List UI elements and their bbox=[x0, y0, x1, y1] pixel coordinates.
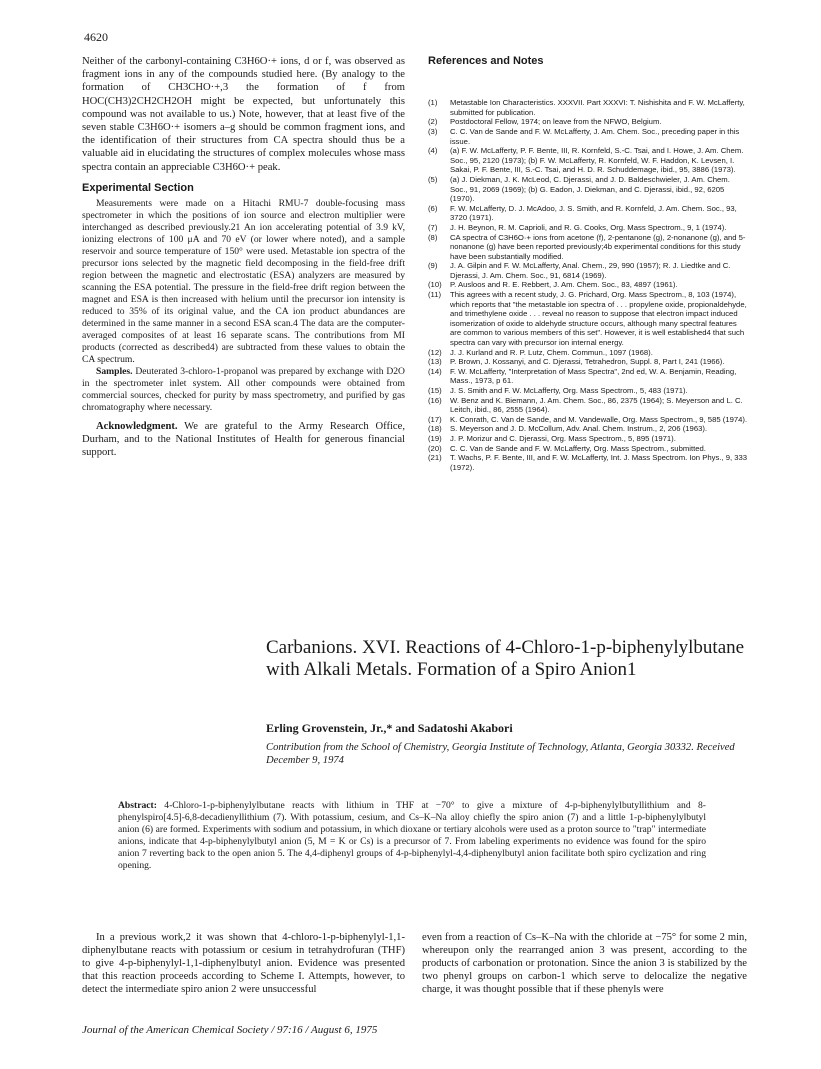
reference-item bbox=[428, 98, 748, 117]
reference-number: (6) bbox=[428, 203, 438, 213]
reference-number: (17) bbox=[428, 414, 442, 424]
reference-number: (16) bbox=[428, 395, 442, 405]
reference-number: (20) bbox=[428, 443, 442, 453]
reference-text: (a) F. W. McLafferty, P. F. Bente, III, R. Kornfeld, S.-C. Tsai, and I. Howe, J. Am. Chem. Soc., 95, 2120 (1973); (b) F. W. McLafferty, R. Kornfeld, W. F. Haddon, K. Levsen, I. Sakai, P. F. Bente, III, S.-C. Tsai, and H. D. R. Schuddemage, ibid., 95, 3886 (1973). bbox=[450, 146, 744, 175]
reference-number: (9) bbox=[428, 261, 438, 271]
reference-text: C. C. Van de Sande and F. W. McLafferty, Org. Mass Spectrom., submitted. bbox=[450, 443, 706, 453]
reference-text: CA spectra of C3H6O·+ ions from acetone (f), 2-pentanone (g), 2-nonanone (g), and 5-nonanone (g) have been reported previously;4b experimental conditions for this study have been substantially modified. bbox=[450, 232, 746, 261]
intro-paragraph: Neither of the carbonyl-containing C3H6O·+ ions, d or f, was observed as fragment ions in any of the compounds studied here. (By analogy to the formation of CH3CHO·+,3 the formation of f from HOC(CH3)2CH2CH2OH might be expected, but unfortunately this compound was not available to us.) Note, however, that at least five of the seven stable C3H6O·+ isomers a–g should be common fragment ions, and the identification of their structures from CA spectra should thus be a valuable aid in elucidating the structures of complex molecules whose mass spectra contain an appreciable C3H6O·+ peak. bbox=[82, 56, 405, 173]
reference-number: (10) bbox=[428, 280, 442, 290]
samples-paragraph bbox=[82, 366, 405, 414]
reference-item bbox=[428, 444, 748, 454]
article-authors: Erling Grovenstein, Jr.,* and Sadatoshi Akabori bbox=[266, 721, 513, 735]
reference-item bbox=[428, 233, 748, 262]
reference-item bbox=[428, 127, 748, 146]
reference-item bbox=[428, 357, 748, 367]
reference-item bbox=[428, 386, 748, 396]
reference-number: (14) bbox=[428, 366, 442, 376]
samples-label: Samples. bbox=[96, 366, 133, 378]
page-number: 4620 bbox=[84, 30, 108, 44]
reference-number: (15) bbox=[428, 386, 442, 396]
reference-number: (13) bbox=[428, 357, 442, 367]
reference-item bbox=[428, 261, 748, 280]
reference-number: (19) bbox=[428, 433, 442, 443]
reference-item bbox=[428, 175, 748, 204]
reference-number: (4) bbox=[428, 146, 438, 156]
reference-text: T. Wachs, P. F. Bente, III, and F. W. McLafferty, Int. J. Mass Spectrom. Ion Phys., 9, 333 (1972). bbox=[450, 453, 748, 472]
references-column bbox=[428, 55, 748, 472]
reference-text: K. Conrath, C. Van de Sande, and M. Vandewalle, Org. Mass Spectrom., 9, 585 (1974). bbox=[450, 414, 748, 424]
reference-text: F. W. McLafferty, D. J. McAdoo, J. S. Smith, and R. Kornfeld, J. Am. Chem. Soc., 93, 3720 (1971). bbox=[450, 203, 737, 223]
ack-label: Acknowledgment. bbox=[96, 421, 178, 433]
reference-text: Postdoctoral Fellow, 1974; on leave from the NFWO, Belgium. bbox=[450, 117, 662, 127]
body-left-paragraph: In a previous work,2 it was shown that 4-chloro-1-p-biphenylyl-1,1-diphenylbutane reacts with potassium or cesium in tetrahydrofuran (THF) to give 4-p-biphenylyl-1,1-diphenylbutyl anion. Evidence was presented that this reaction proceeds according to Scheme I. Attempts, however, to detect the intermediate spiro anion 2 were unsuccessful bbox=[82, 931, 405, 996]
ack-text: We are grateful to the Army Research Office, Durham, and to the National Institutes of Health for generous financial support. bbox=[82, 421, 405, 459]
abstract bbox=[118, 800, 706, 872]
left-column bbox=[82, 55, 405, 460]
article-affiliation: Contribution from the School of Chemistry, Georgia Institute of Technology, Atlanta, Georgia 30332. Received December 9, 1974 bbox=[266, 742, 735, 766]
reference-text: W. Benz and K. Biemann, J. Am. Chem. Soc., 86, 2375 (1964); S. Meyerson and L. C. Leitch, ibid., 86, 2555 (1964). bbox=[450, 395, 743, 415]
reference-item bbox=[428, 434, 748, 444]
reference-list bbox=[428, 98, 748, 472]
reference-number: (5) bbox=[428, 174, 438, 184]
reference-number: (21) bbox=[428, 453, 442, 463]
reference-item bbox=[428, 453, 748, 472]
reference-item bbox=[428, 415, 748, 425]
reference-number: (8) bbox=[428, 232, 438, 242]
acknowledgment-paragraph bbox=[82, 420, 405, 460]
reference-item bbox=[428, 424, 748, 434]
reference-item bbox=[428, 223, 748, 233]
experimental-heading: Experimental Section bbox=[82, 181, 194, 194]
reference-text: C. C. Van de Sande and F. W. McLafferty, J. Am. Chem. Soc., preceding paper in this issue. bbox=[450, 126, 740, 146]
reference-number: (12) bbox=[428, 347, 442, 357]
article-title: Carbanions. XVI. Reactions of 4-Chloro-1-p-biphenylylbutane with Alkali Metals. Formation of a Spiro Anion1 bbox=[266, 637, 745, 680]
reference-number: (2) bbox=[428, 117, 438, 127]
reference-item bbox=[428, 117, 748, 127]
reference-item bbox=[428, 348, 748, 358]
reference-number: (7) bbox=[428, 222, 438, 232]
body-right-column bbox=[422, 920, 747, 1007]
reference-text: J. J. Kurland and R. P. Lutz, Chem. Commun., 1097 (1968). bbox=[450, 347, 653, 357]
reference-number: (11) bbox=[428, 290, 442, 300]
reference-text: J. A. Gilpin and F. W. McLafferty, Anal. Chem., 29, 990 (1957); R. J. Liedtke and C. Djerassi, J. Am. Chem. Soc., 91, 6814 (1969). bbox=[450, 261, 731, 280]
abstract-text: 4-Chloro-1-p-biphenylylbutane reacts with lithium in THF at −70° to give a mixture of 4-p-biphenylylbutyllithium and 8-phenylspiro[4.5]-6,8-decadienyllithium (7). With potassium, cesium, and Cs–K–Na alloy chiefly the spiro anion (7) and a little 1-p-biphenylylbutyl anion (6) are formed. Experiments with sodium and potassium, in which dioxane or tertiary alcohols were used as a proton source to "trap" intermediate anions, indicate that 4-p-biphenylylbutyl anion (5, M = K or Cs) is a precursor of 7. From labeling experiments no evidence was found for the spiro anion 7 reverting back to the open anion 5. The 4,4-diphenyl groups of 4-p-biphenylyl-4,4-diphenylbutyl anion facilitate both spiro cyclization and ring opening. bbox=[118, 800, 706, 871]
body-left-column bbox=[82, 920, 405, 1007]
reference-text: (a) J. Diekman, J. K. McLeod, C. Djerassi, and J. D. Baldeschwieler, J. Am. Chem. Soc., 91, 2069 (1969); (b) G. Eadon, J. Diekman, and C. Djerassi, ibid., 92, 6205 (1970). bbox=[450, 174, 730, 204]
experimental-paragraph: Measurements were made on a Hitachi RMU-7 double-focusing mass spectrometer in which the positions of ion source and electron multiplier were interchanged as described previously.21 An ion accelerating potential of 3.9 kV, ionizing electrons of 100 μA and 70 eV (or lower where noted), and a sample reservoir and source temperature of 150° were used. Metastable ion spectra of the precursor ions selected by the magnetic field decomposing in the field-free drift region between the magnetic and electrostatic (ESA) analyzers are measured by scanning the ESA potential. The pressure in the field-free drift region between the magnet and ESA is then increased with helium until the precursor ion intensity is reduced to 35% of its original value, and the CA ion product abundances are determined in the same manner in a second ESA scan.4 The data are the computer-averaged composites of at least 16 separate scans. The contributions from MI products (corrected as described4) are subtracted from these values to obtain the CA spectrum. bbox=[82, 198, 405, 366]
journal-footer: Journal of the American Chemical Society / 97:16 / August 6, 1975 bbox=[82, 1024, 378, 1036]
reference-text: J. S. Smith and F. W. McLafferty, Org. Mass Spectrom., 5, 483 (1971). bbox=[450, 386, 688, 396]
reference-text: F. W. McLafferty, "Interpretation of Mass Spectra", 2nd ed, W. A. Benjamin, Reading, Mass., 1973, p 61. bbox=[450, 366, 737, 386]
reference-text: Metastable Ion Characteristics. XXXVII. Part XXXVI: T. Nishishita and F. W. McLafferty, submitted for publication. bbox=[450, 98, 745, 117]
reference-item bbox=[428, 204, 748, 223]
reference-item bbox=[428, 290, 748, 348]
reference-text: This agrees with a recent study, J. G. Prichard, Org. Mass Spectrom., 8, 103 (1974), which reports that "the metastable ion spectra of . . . propylene oxide, propionaldehyde, and trimethylene oxide . . . reveal no reason to suppose that electron impact induced isomerization of oxide to aldehyde structure occurs, although many spectral features are common to various members of this set". However, it is well established4 that such spectra can vary with precursor ion internal energy. bbox=[450, 290, 747, 348]
reference-item bbox=[428, 367, 748, 386]
samples-text: Deuterated 3-chloro-1-propanol was prepared by exchange with D2O in the spectrometer inlet system. All other compounds were obtained from commercial sources, checked for purity by mass spectrometry, and purified by gas chromatography where necessary. bbox=[82, 366, 405, 414]
reference-item bbox=[428, 280, 748, 290]
reference-number: (18) bbox=[428, 424, 442, 434]
reference-item bbox=[428, 146, 748, 175]
reference-number: (1) bbox=[428, 98, 438, 108]
reference-text: J. H. Beynon, R. M. Caprioli, and R. G. Cooks, Org. Mass Spectrom., 9, 1 (1974). bbox=[450, 222, 727, 232]
reference-text: P. Brown, J. Kossanyi, and C. Djerassi, Tetrahedron, Suppl. 8, Part I, 241 (1966). bbox=[450, 357, 725, 367]
body-right-paragraph: even from a reaction of Cs–K–Na with the chloride at −75° for some 2 min, whereupon only the rearranged anion 3 was present, according to the products of carbonation or protonation. Since the anion 3 is stabilized by the two phenyl groups on carbon-1 which serve to delocalize the negative charge, it was thought possible that if these phenyls were bbox=[422, 931, 747, 996]
reference-item bbox=[428, 396, 748, 415]
reference-text: S. Meyerson and J. D. McCollum, Adv. Anal. Chem. Instrum., 2, 206 (1963). bbox=[450, 424, 708, 434]
abstract-label: Abstract: bbox=[118, 800, 157, 811]
references-heading: References and Notes bbox=[428, 55, 544, 67]
reference-text: J. P. Morizur and C. Djerassi, Org. Mass Spectrom., 5, 895 (1971). bbox=[450, 433, 676, 443]
reference-text: P. Ausloos and R. E. Rebbert, J. Am. Chem. Soc., 83, 4897 (1961). bbox=[450, 280, 678, 290]
reference-number: (3) bbox=[428, 126, 438, 136]
